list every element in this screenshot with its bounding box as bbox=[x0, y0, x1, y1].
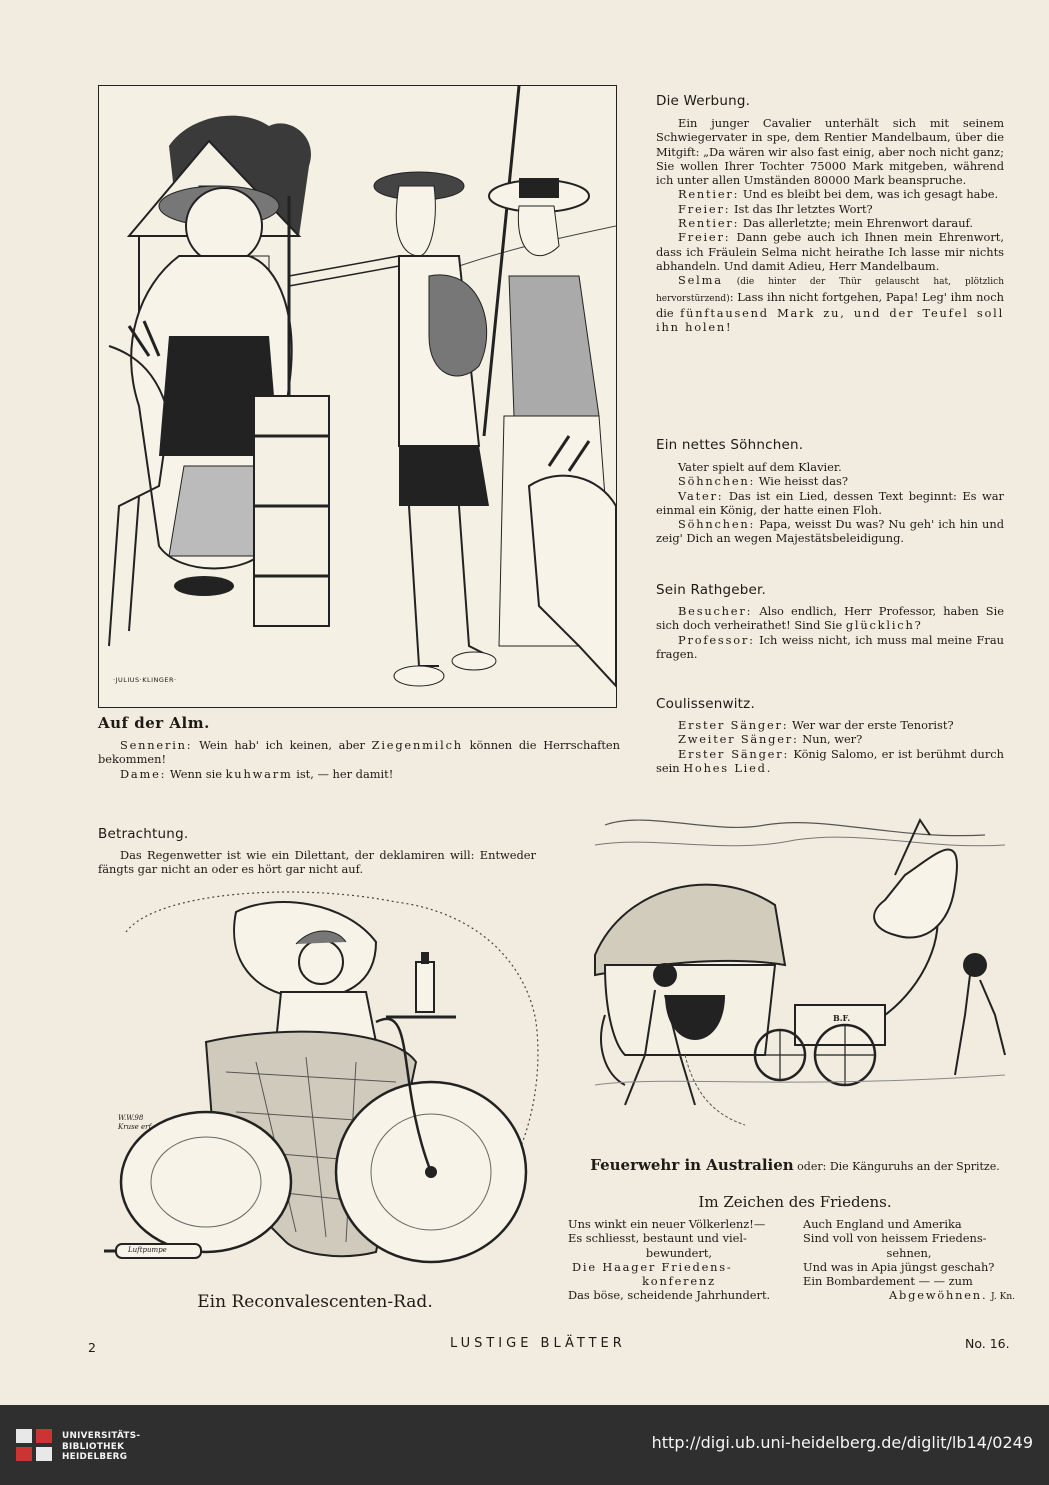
feuerwehr-drawing bbox=[565, 815, 1025, 1155]
alm-signature: ·JULIUS·KLINGER· bbox=[113, 676, 177, 684]
library-name: UNIVERSITÄTS- BIBLIOTHEK HEIDELBERG bbox=[62, 1431, 141, 1462]
werbung-title: Die Werbung. bbox=[656, 93, 751, 109]
alm-text: Sennerin: Wein hab' ich keinen, aber Ziegenmilch können die Herrschaften bekommen! Dame: Wenn sie kuhwarm ist, — her damit! bbox=[98, 738, 620, 781]
alm-speaker-1: Sennerin: bbox=[120, 738, 193, 752]
poem-title: Im Zeichen des Friedens. bbox=[698, 1193, 892, 1211]
betrachtung-text: Das Regenwetter ist wie ein Dilettant, der deklamiren will: Entweder fängts gar nicht an oder es hört gar nicht auf. bbox=[98, 848, 536, 877]
coulissen-title: Coulissenwitz. bbox=[656, 696, 755, 712]
rad-illustration bbox=[96, 882, 556, 1282]
alm-speaker-2: Dame: bbox=[120, 766, 167, 781]
poem-left-column: Uns winkt ein neuer Völkerlenz!— Es schliesst, bestaunt und viel- bewundert, Die Haager Friedens- konferenz Das böse, scheidende Jahrhundert. bbox=[568, 1217, 771, 1303]
rad-signature: W.W.98 Kruse erf. bbox=[118, 1114, 154, 1131]
alm-illustration bbox=[98, 85, 617, 708]
page-number: 2 bbox=[88, 1340, 96, 1355]
alm-title: Auf der Alm. bbox=[98, 714, 210, 732]
feuerwehr-caption: Feuerwehr in Australien oder: Die Känguruhs an der Spritze. bbox=[590, 1156, 1000, 1174]
soehnchen-title: Ein nettes Söhnchen. bbox=[656, 437, 804, 453]
coulissen-text: Erster Sänger: Wer war der erste Tenorist? Zweiter Sänger: Nun, wer? Erster Sänger: König Salomo, er ist berühmt durch sein Hohes Lied. bbox=[656, 718, 1005, 775]
feuerwehr-cart-label: B.F. bbox=[833, 1013, 851, 1023]
feuerwehr-illustration bbox=[565, 815, 1025, 1155]
rathgeber-title: Sein Rathgeber. bbox=[656, 582, 767, 598]
betrachtung-title: Betrachtung. bbox=[98, 826, 189, 842]
permalink-url[interactable]: http://digi.ub.uni-heidelberg.de/diglit/lb14/0249 bbox=[651, 1433, 1033, 1452]
poem-right-column: Auch England und Amerika Sind voll von heissem Friedens- sehnen, Und was in Apia jüngst geschah? Ein Bombardement — — zum Abgewöhnen. J. Kn. bbox=[803, 1217, 1015, 1303]
university-logo-icon bbox=[16, 1429, 54, 1461]
soehnchen-text: Vater spielt auf dem Klavier. Söhnchen: Wie heisst das? Vater: Das ist ein Lied, dessen Text beginnt: Es war einmal ein König, der hatte einen Floh. Söhnchen: Papa, weisst Du was? Nu geh' ich hin und zeig' Dich an wegen Majestätsbeleidigung. bbox=[656, 460, 1004, 546]
rad-caption: Ein Reconvalescenten-Rad. bbox=[197, 1292, 433, 1312]
journal-name: LUSTIGE BLÄTTER bbox=[450, 1336, 626, 1351]
library-footer bbox=[0, 1405, 1049, 1485]
issue-number: No. 16. bbox=[965, 1336, 1010, 1351]
poem-signature: J. Kn. bbox=[990, 1292, 1015, 1303]
werbung-text: Ein junger Cavalier unterhält sich mit seinem Schwiegervater in spe, dem Rentier Mandelbaum, über die Mitgift: „Da wären wir also fast einig, aber noch nicht ganz; Sie wollen Ihrer Tochter 75000 Mark mitgeben, während ich unter allen Umständen 80000 Mark beanspruche. Rentier: Und es bleibt bei dem, was ich gesagt habe. Freier: Ist das Ihr letztes Wort? Rentier: Das allerletzte; mein Ehrenwort darauf. Freier: Dann gebe auch ich Ihnen mein Ehrenwort, dass ich Fräulein Selma nicht heirathe Ich lasse mir nichts abhandeln. Und damit Adieu, Herr Mandelbaum. Selma (die hinter der Thür gelauscht hat, plötzlich hervorstürzend): Lass ihn nicht fortgehen, Papa! Leg' ihm noch die fünftausend Mark zu, und der Teufel soll ihn holen! bbox=[656, 116, 1005, 335]
rathgeber-text: Besucher: Also endlich, Herr Professor, haben Sie sich doch verheirathet! Sind Sie glücklich? Professor: Ich weiss nicht, ich muss mal meine Frau fragen. bbox=[656, 604, 1004, 661]
rad-drawing bbox=[96, 882, 556, 1282]
rad-pump-label: Luftpumpe bbox=[128, 1246, 167, 1254]
alm-drawing bbox=[99, 86, 616, 707]
